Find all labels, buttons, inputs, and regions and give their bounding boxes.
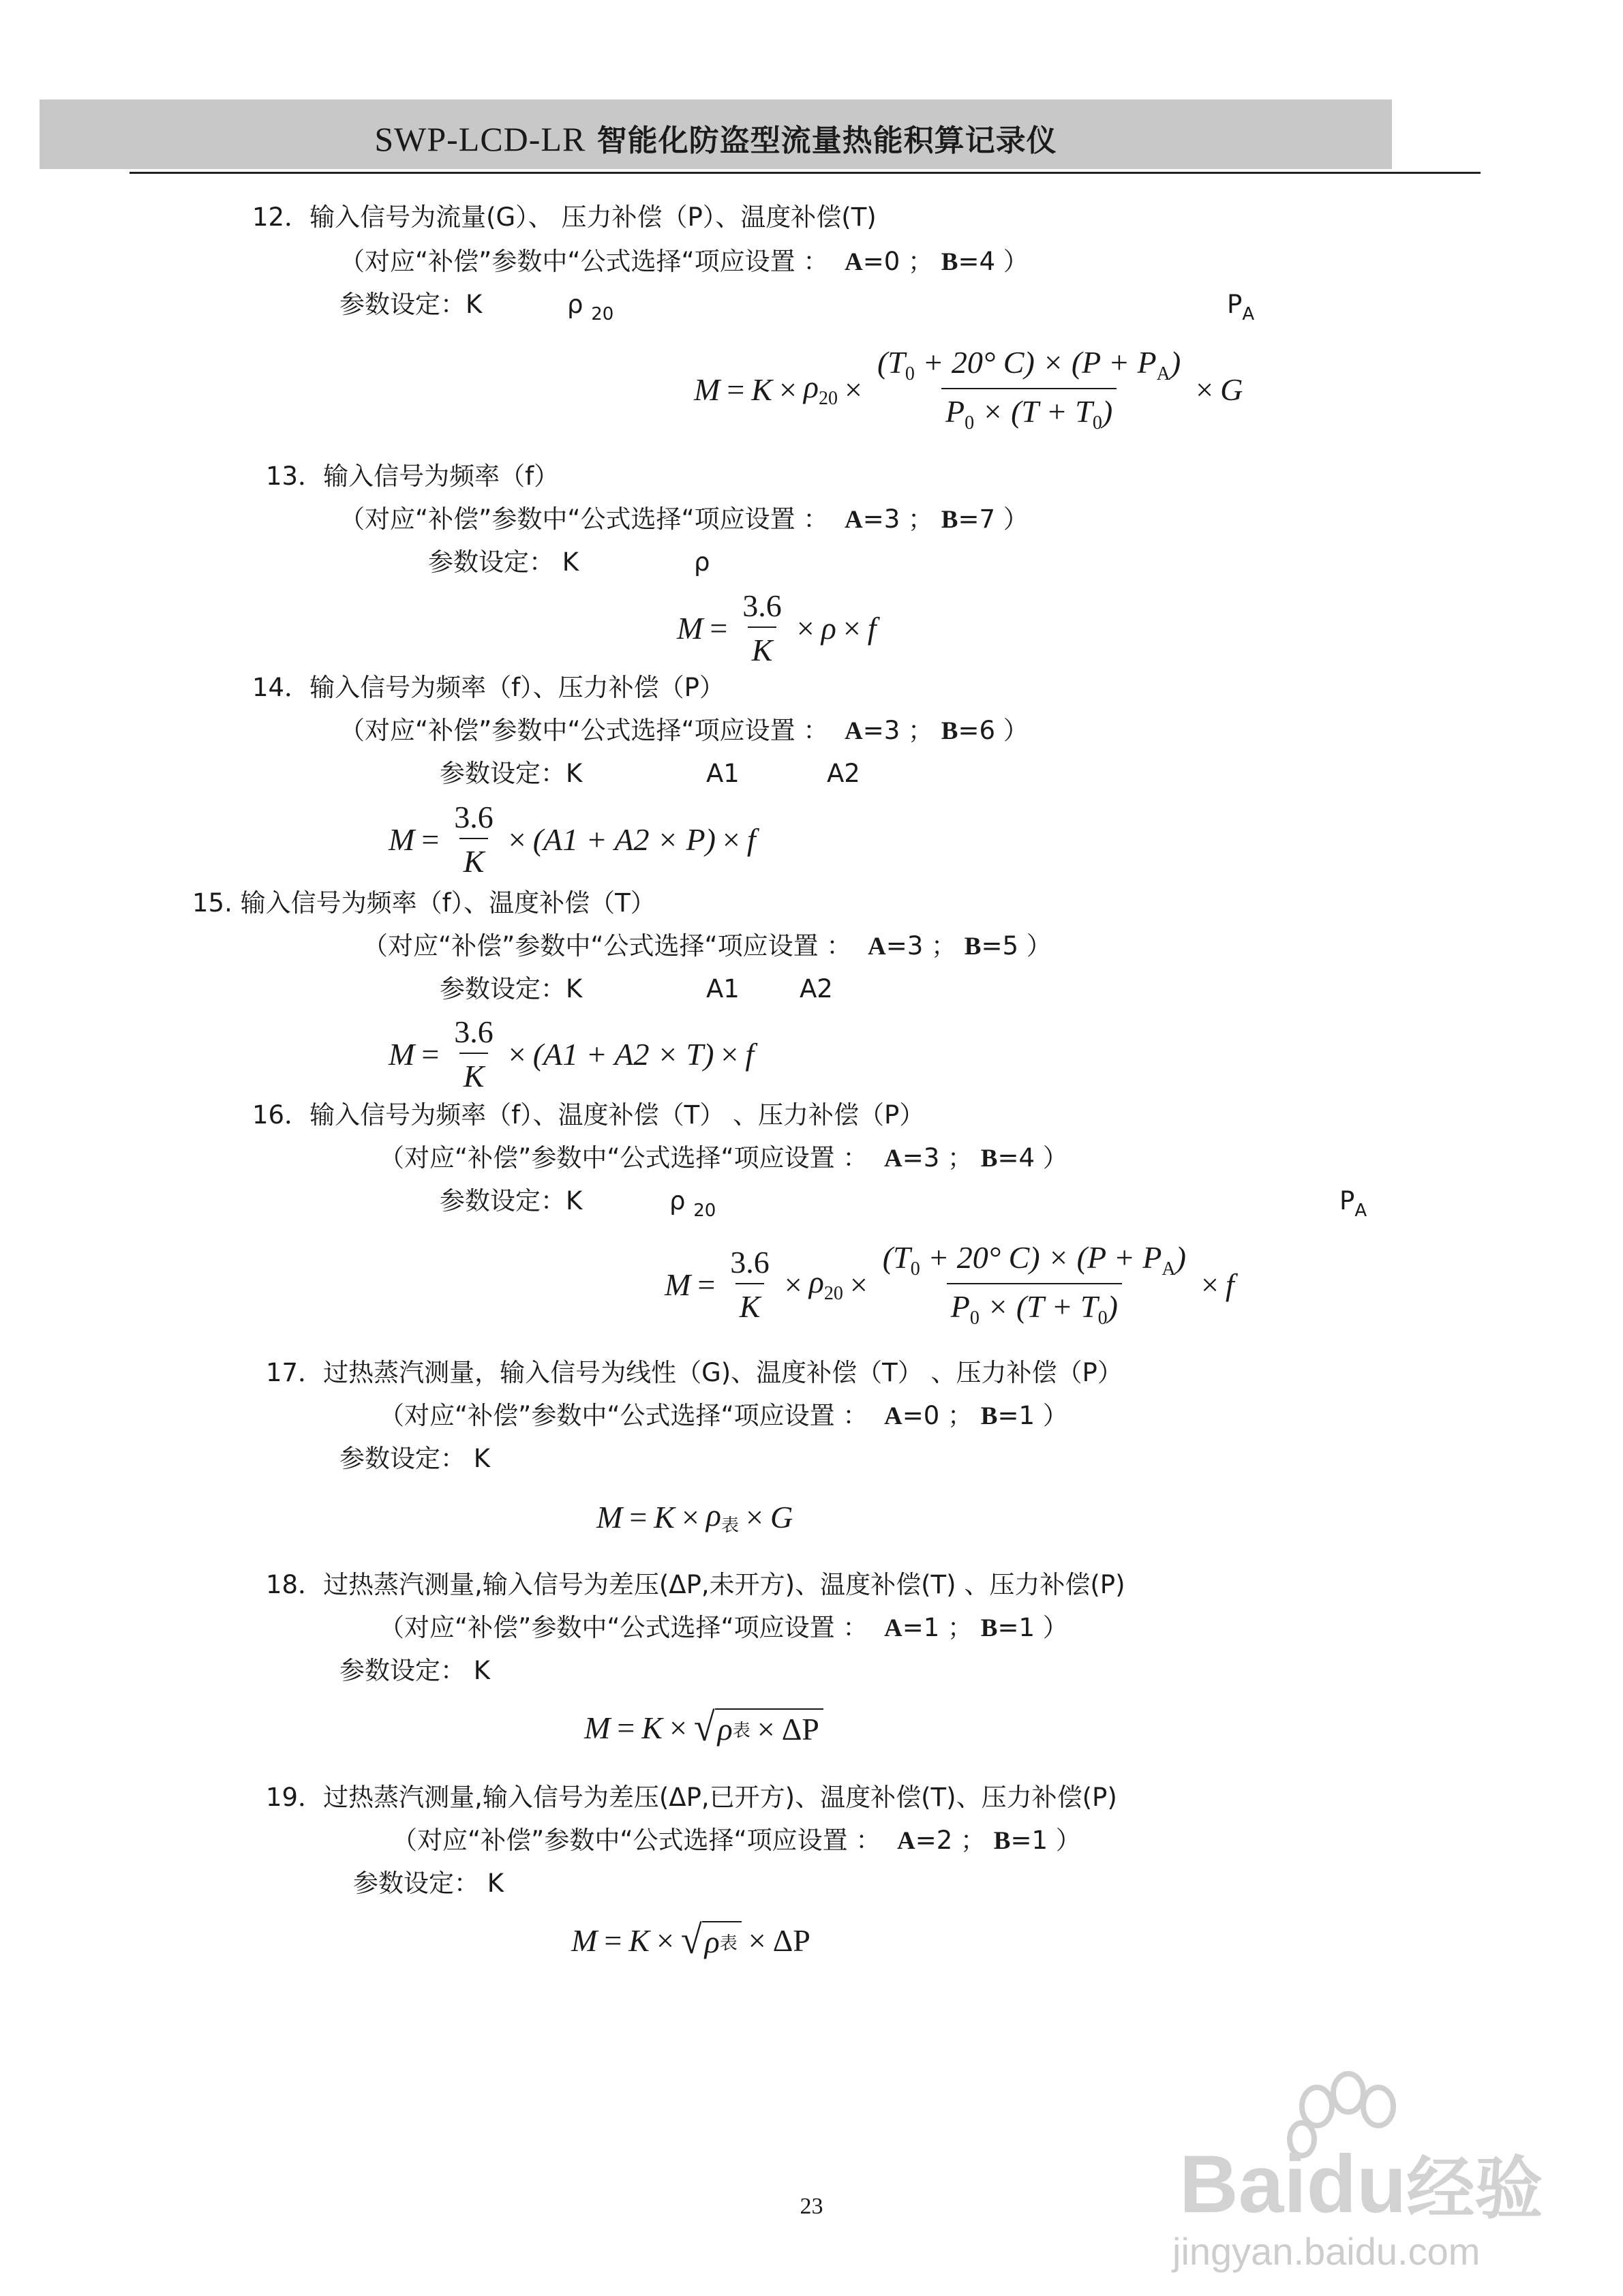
- den-part: P: [950, 1289, 970, 1325]
- formula-16: [665, 1239, 1234, 1329]
- formula-m: M: [389, 1036, 415, 1072]
- item-18-params: 参数设定： K: [339, 1656, 491, 1685]
- rho-symbol: ρ: [567, 290, 583, 319]
- formula-times: ×: [1200, 1267, 1219, 1302]
- a-label: A: [844, 506, 863, 534]
- sqrt-radicand: [715, 1708, 823, 1747]
- rho-sub: 表: [719, 1933, 738, 1954]
- b-label: B: [980, 1145, 998, 1173]
- fraction-numerator: [879, 1239, 1190, 1283]
- den-part: P: [945, 394, 965, 429]
- delta-p: ΔP: [772, 1923, 810, 1958]
- den-sub: 0: [965, 412, 975, 434]
- a-label: A: [844, 248, 863, 276]
- pa-symbol: P: [1339, 1186, 1355, 1215]
- b-value: =1 ）: [1010, 1826, 1081, 1855]
- item-12-param-pa: [1227, 292, 1254, 323]
- formula-m: M: [571, 1923, 598, 1958]
- brand-cn: 经验: [1406, 2149, 1543, 2229]
- rho-sub: 表: [721, 1515, 740, 1536]
- a-value: =0 ；: [902, 1401, 973, 1430]
- rho-symbol: ρ: [669, 1186, 686, 1215]
- b-value: =4 ）: [958, 247, 1029, 276]
- formula-17: [596, 1497, 793, 1537]
- formula-times: ×: [1196, 372, 1214, 407]
- a-label: A: [867, 933, 886, 961]
- formula-a1a2p: (A1 + A2 × P): [532, 821, 716, 857]
- a-label: A: [844, 717, 863, 745]
- formula-times: ×: [508, 1036, 526, 1072]
- formula-times: ×: [746, 1499, 763, 1535]
- a-value: =3 ；: [862, 716, 934, 745]
- den-sub: 0: [1092, 412, 1102, 434]
- pa-symbol: P: [1227, 290, 1243, 319]
- formula-fraction: [738, 588, 786, 668]
- rho-subscript: 20: [591, 304, 614, 324]
- num-sub: A: [1162, 1258, 1176, 1280]
- rho: ρ: [717, 1712, 733, 1747]
- formula-k: K: [628, 1923, 650, 1958]
- formula-times: ×: [748, 1923, 766, 1958]
- item-13-params: 参数设定： K: [428, 547, 579, 577]
- formula-f: f: [1225, 1267, 1234, 1302]
- den-part: × (T + T: [974, 394, 1093, 429]
- formula-k: K: [654, 1499, 675, 1535]
- item-16-params: 参数设定：K: [440, 1186, 583, 1215]
- b-label: B: [941, 717, 958, 745]
- formula-m: M: [389, 821, 415, 857]
- formula-g: G: [1220, 372, 1243, 407]
- sqrt-sign: √: [693, 1705, 715, 1750]
- fraction-denominator: K: [459, 1053, 489, 1094]
- item-12-config: [339, 249, 1029, 275]
- config-text: （对应“补偿”参数中“公式选择“项应设置 ：: [379, 1143, 868, 1173]
- fraction-denominator: [941, 388, 1117, 434]
- formula-19: [571, 1918, 810, 1963]
- b-value: =5 ）: [981, 931, 1052, 961]
- formula-f: f: [745, 1036, 755, 1072]
- num-sub: A: [1156, 363, 1170, 385]
- num-part: + 20° C) × (P + P: [920, 1240, 1162, 1275]
- config-text: （对应“补偿”参数中“公式选择“项应设置 ：: [392, 1826, 881, 1855]
- a-value: =2 ；: [915, 1826, 986, 1855]
- rho: ρ: [808, 1265, 824, 1300]
- fraction-denominator: K: [459, 838, 489, 879]
- item-16-config: [379, 1145, 1068, 1171]
- formula-times: ×: [721, 1036, 739, 1072]
- formula-m: M: [665, 1267, 691, 1302]
- item-15-title: 15. 输入信号为频率（f）、温度补偿（T）: [192, 888, 656, 918]
- config-text: （对应“补偿”参数中“公式选择“项应设置 ：: [339, 247, 829, 276]
- fraction-numerator: 3.6: [742, 588, 782, 623]
- a-label: A: [883, 1614, 902, 1642]
- formula-rho: [804, 369, 838, 410]
- num-sub: 0: [910, 1258, 920, 1280]
- item-14-params: 参数设定：K: [440, 759, 583, 788]
- formula-fraction-const: [726, 1244, 774, 1325]
- formula-eq: =: [617, 1710, 635, 1745]
- num-part: ): [1175, 1240, 1186, 1275]
- item-18-title: 18．过热蒸汽测量,输入信号为差压(ΔP,未开方)、温度补偿(T) 、压力补偿(P): [266, 1570, 1125, 1599]
- formula-times: ×: [681, 1499, 699, 1535]
- item-16-param-rho: [669, 1188, 716, 1220]
- brand-du: du: [1306, 2139, 1407, 2230]
- item-13-config: [339, 504, 1029, 534]
- rho: ρ: [704, 1924, 720, 1959]
- pa-subscript: A: [1354, 1200, 1367, 1221]
- formula-times: ×: [849, 1267, 868, 1302]
- rho: ρ: [803, 369, 819, 405]
- watermark-url: jingyan.baidu.com: [1172, 2230, 1481, 2273]
- config-text: （对应“补偿”参数中“公式选择“项应设置 ：: [339, 716, 829, 745]
- formula-fraction: [450, 799, 498, 879]
- b-label: B: [964, 933, 982, 961]
- formula-times: ×: [778, 372, 797, 407]
- rho-sub: 20: [819, 388, 838, 410]
- item-12-title: 12．输入信号为流量(G）、 压力补偿（P）、温度补偿(T): [252, 202, 877, 232]
- formula-13: [677, 588, 877, 668]
- num-part: ): [1170, 345, 1181, 380]
- formula-rho-biao: [706, 1497, 739, 1537]
- formula-times: ×: [656, 1923, 674, 1958]
- config-text: （对应“补偿”参数中“公式选择“项应设置 ：: [339, 504, 829, 534]
- item-14-param-a1: A1: [706, 759, 740, 788]
- fraction-numerator: [873, 344, 1185, 388]
- rho-subscript: 20: [693, 1200, 716, 1221]
- formula-times: ×: [508, 821, 526, 857]
- title-description: 智能化防盗型流量热能积算记录仪: [586, 123, 1057, 158]
- formula-times: ×: [843, 610, 861, 646]
- item-17-params: 参数设定： K: [339, 1444, 491, 1473]
- formula-k: K: [641, 1710, 663, 1745]
- brand-bai: Bai: [1179, 2139, 1307, 2230]
- b-label: B: [941, 506, 958, 534]
- item-17-title: 17．过热蒸汽测量，输入信号为线性（G)、温度补偿（T） 、压力补偿（P）: [266, 1358, 1123, 1387]
- sqrt-sign: √: [680, 1918, 702, 1963]
- fraction-denominator: [947, 1283, 1122, 1329]
- formula-eq: =: [697, 1267, 716, 1302]
- item-16-param-pa: [1339, 1188, 1367, 1220]
- item-13-title: 13．输入信号为频率（f）: [266, 462, 560, 491]
- formula-m: M: [694, 372, 721, 407]
- delta-p: ΔP: [781, 1712, 819, 1747]
- formula-fraction: [450, 1014, 498, 1094]
- formula-f: f: [867, 610, 877, 646]
- formula-times: ×: [722, 821, 740, 857]
- watermark-brand: [1179, 2134, 1543, 2232]
- a-value: =3 ；: [885, 931, 957, 961]
- formula-times: ×: [845, 372, 862, 407]
- item-14-param-a2: A2: [827, 759, 860, 788]
- item-15-params: 参数设定：K: [440, 974, 583, 1003]
- formula-f: f: [746, 821, 756, 857]
- item-14-config: [339, 718, 1029, 744]
- a-value: =3 ；: [902, 1143, 973, 1173]
- formula-eq: =: [727, 372, 745, 407]
- fraction-numerator: 3.6: [454, 1014, 494, 1049]
- a-label: A: [883, 1402, 902, 1430]
- a-label: A: [883, 1145, 902, 1173]
- fraction-denominator: K: [748, 626, 777, 668]
- item-19-config: [392, 1828, 1081, 1854]
- num-part: + 20° C) × (P + P: [914, 345, 1157, 380]
- config-text: （对应“补偿”参数中“公式选择“项应设置 ：: [379, 1401, 868, 1430]
- formula-rho: ρ: [821, 610, 836, 646]
- pa-subscript: A: [1242, 304, 1255, 324]
- rho: ρ: [706, 1498, 722, 1532]
- config-text: （对应“补偿”参数中“公式选择“项应设置 ：: [363, 931, 852, 961]
- formula-rho: [809, 1264, 843, 1305]
- page-number: 23: [800, 2194, 823, 2219]
- b-label: B: [980, 1402, 998, 1430]
- b-value: =7 ）: [958, 504, 1029, 534]
- formula-k: K: [751, 372, 772, 407]
- formula-15: [389, 1014, 754, 1094]
- formula-times: ×: [796, 610, 815, 646]
- title-model: SWP-LCD-LR: [374, 120, 586, 158]
- item-16-title: 16．输入信号为频率（f）、温度补偿（T） 、压力补偿（P）: [252, 1100, 925, 1130]
- sqrt-radicand: [702, 1921, 742, 1960]
- formula-18: [584, 1705, 823, 1750]
- b-label: B: [980, 1614, 998, 1642]
- b-value: =4 ）: [997, 1143, 1068, 1173]
- item-19-params: 参数设定： K: [353, 1869, 504, 1898]
- item-12-params: 参数设定：K: [339, 290, 483, 319]
- b-label: B: [941, 248, 958, 276]
- num-part: (T: [882, 1240, 911, 1275]
- a-value: =1 ；: [902, 1613, 973, 1642]
- rho-sub: 表: [732, 1721, 750, 1741]
- formula-fraction: [873, 344, 1185, 434]
- den-sub: 0: [969, 1308, 980, 1329]
- item-12-param-rho: [567, 292, 613, 323]
- formula-12: [694, 344, 1243, 434]
- baidu-watermark: [1159, 2066, 1568, 2273]
- formula-g: G: [770, 1499, 793, 1535]
- config-text: （对应“补偿”参数中“公式选择“项应设置 ：: [379, 1613, 868, 1642]
- formula-eq: =: [710, 610, 728, 646]
- formula-a1a2t: (A1 + A2 × T): [532, 1036, 714, 1072]
- b-value: =1 ）: [997, 1613, 1068, 1642]
- item-17-config: [379, 1403, 1068, 1429]
- b-label: B: [993, 1827, 1011, 1855]
- formula-eq: =: [421, 1036, 440, 1072]
- fraction-numerator: 3.6: [454, 800, 494, 834]
- item-14-title: 14．输入信号为频率（f）、压力补偿（P）: [252, 673, 725, 702]
- formula-m: M: [596, 1499, 623, 1535]
- a-value: =3 ；: [862, 504, 934, 534]
- rho-sub: 20: [823, 1283, 843, 1305]
- a-value: =0 ；: [862, 247, 934, 276]
- formula-m: M: [584, 1710, 611, 1745]
- item-18-config: [379, 1615, 1068, 1641]
- formula-times: ×: [757, 1712, 775, 1747]
- page-header: [40, 100, 1392, 169]
- num-sub: 0: [905, 363, 915, 385]
- fraction-denominator: K: [735, 1283, 765, 1325]
- formula-fraction: [879, 1239, 1190, 1329]
- item-15-param-a1: A1: [706, 974, 740, 1003]
- den-part: ): [1107, 1289, 1118, 1325]
- num-part: (T: [877, 345, 905, 380]
- a-label: A: [896, 1827, 915, 1855]
- formula-eq: =: [629, 1499, 648, 1535]
- formula-times: ×: [784, 1267, 802, 1302]
- b-value: =6 ）: [958, 716, 1029, 745]
- den-part: × (T + T: [979, 1289, 1098, 1325]
- formula-eq: =: [421, 821, 440, 857]
- header-divider: [130, 172, 1481, 174]
- item-19-title: 19．过热蒸汽测量,输入信号为差压(ΔP,已开方)、温度补偿(T)、压力补偿(P): [266, 1783, 1117, 1812]
- formula-sqrt: [693, 1705, 823, 1750]
- den-part: ): [1102, 394, 1113, 429]
- formula-m: M: [677, 610, 703, 646]
- fraction-numerator: 3.6: [730, 1245, 770, 1280]
- item-15-config: [363, 933, 1052, 959]
- item-15-param-a2: A2: [800, 974, 833, 1003]
- formula-times: ×: [669, 1710, 687, 1745]
- item-13-param-rho: ρ: [694, 547, 710, 577]
- document-title: [40, 116, 1392, 160]
- den-sub: 0: [1097, 1308, 1108, 1329]
- formula-14: [389, 799, 756, 879]
- formula-eq: =: [604, 1923, 622, 1958]
- b-value: =1 ）: [997, 1401, 1068, 1430]
- formula-sqrt: [680, 1918, 742, 1963]
